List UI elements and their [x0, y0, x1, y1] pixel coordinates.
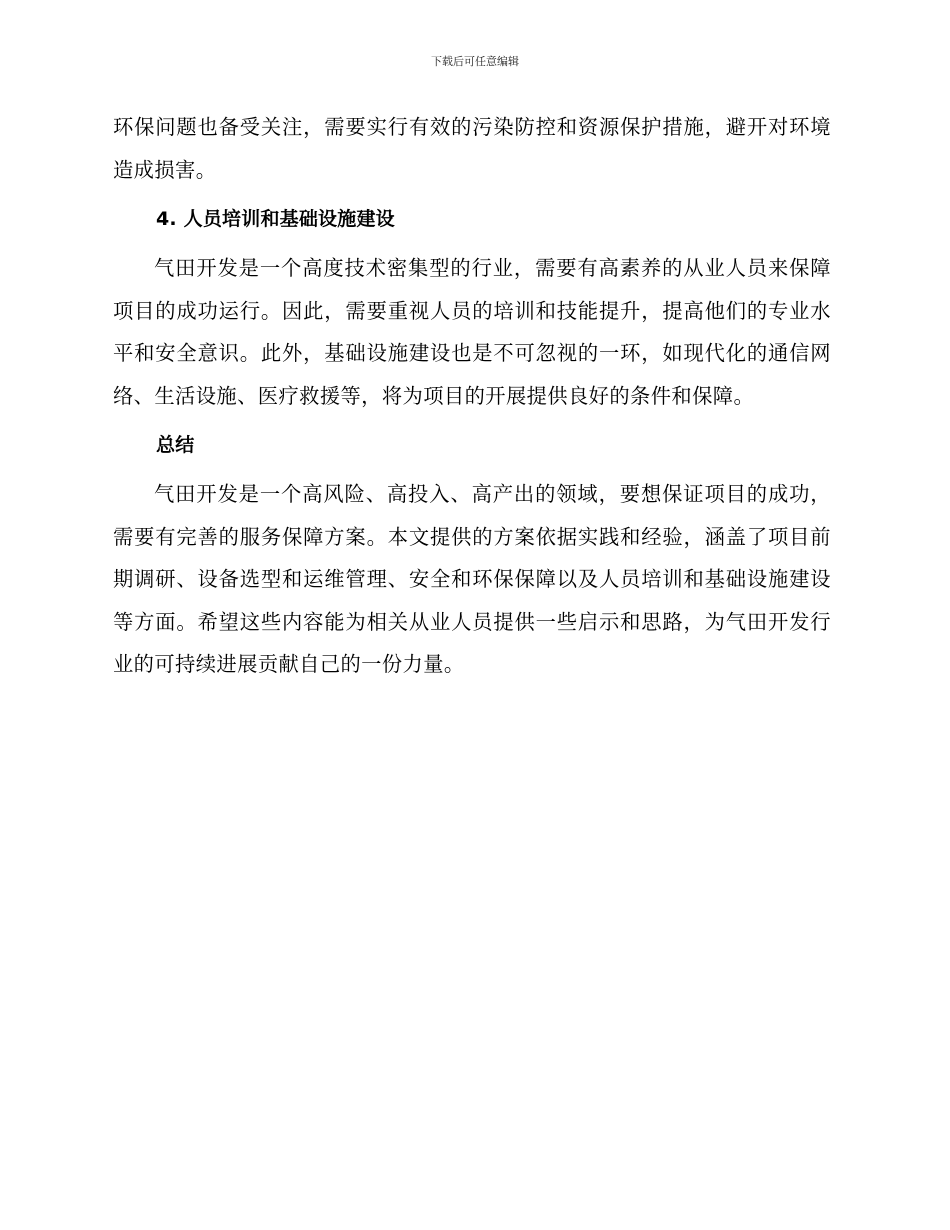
paragraph-summary: 气田开发是一个高风险、高投入、高产出的领域，要想保证项目的成功，需要有完善的服务保障方案。本文提供的方案依据实践和经验，涵盖了项目前期调研、设备选型和运维管理、安全和环保保障以及人员培训和基础设施建设等方面。希望这些内容能为相关从业人员提供一些启示和思路，为气田开发行业的可持续进展贡献自己的一份力量。: [113, 482, 831, 676]
document-body: [113, 106, 831, 686]
paragraph-continued: 环保问题也备受关注，需要实行有效的污染防控和资源保护措施，避开对环境造成损害。: [113, 115, 831, 182]
section-heading-training: 4. 人员培训和基础设施建设: [156, 208, 395, 230]
paragraph-training: 气田开发是一个高度技术密集型的行业，需要有高素养的从业人员来保障项目的成功运行。因此，需要重视人员的培训和技能提升，提高他们的专业水平和安全意识。此外，基础设施建设也是不可忽视的一环，如现代化的通信网络、生活设施、医疗救援等，将为项目的开展提供良好的条件和保障。: [113, 256, 831, 408]
page-header: 下载后可任意编辑: [431, 55, 519, 68]
section-heading-summary: 总结: [156, 434, 195, 456]
